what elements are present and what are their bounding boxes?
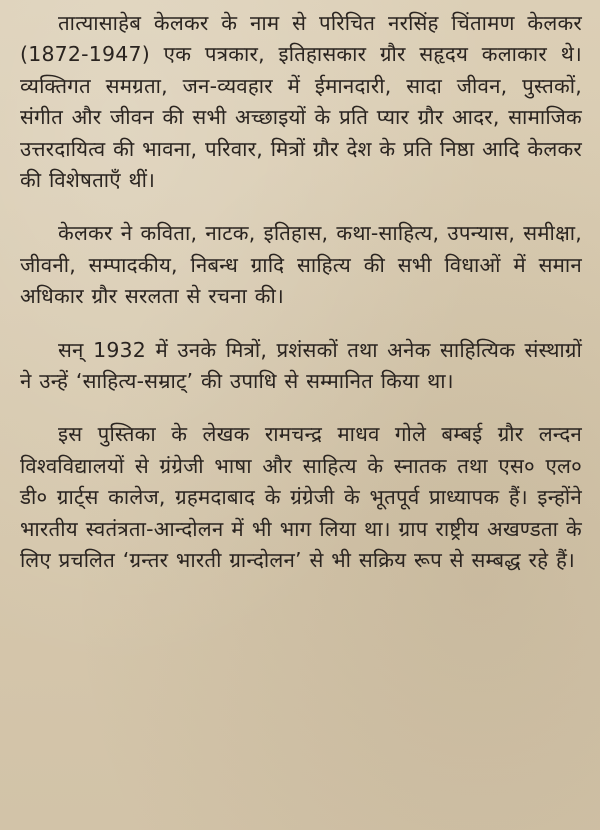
paragraph-3: सन् 1932 में उनके मित्रों, प्रशंसकों तथा अनेक साहित्यिक संस्थाग्रों ने उन्हें ‘साहित्य-सम्राट्’ की उपाधि से सम्मानित किया था। [20,337,582,394]
paragraph-1: तात्यासाहेब केलकर के नाम से परिचित नरसिंह चिंतामण केलकर (1872-1947) एक पत्रकार, इतिहासकार ग्रौर सहृदय कलाकार थे। व्यक्तिगत समग्रता, जन-व्यवहार में ईमानदारी, सादा जीवन, पुस्तकों, संगीत और जीवन की सभी अच्छाइयों के प्रति प्यार ग्रौर आदर, सामाजिक उत्तरदायित्व की भावना, परिवार, मित्रों ग्रौर देश के प्रति निष्ठा आदि केलकर की विशेषताएँ थीं। [20,11,582,193]
paragraph-4: इस पुस्तिका के लेखक रामचन्द्र माधव गोले बम्बई ग्रौर लन्दन विश्वविद्यालयों से ग्रंग्रेजी भाषा और साहित्य के स्नातक तथा एस० एल० डी० ग्रार्ट्स कालेज, ग्रहमदाबाद के ग्रंग्रेजी के भूतपूर्व प्राध्यापक हैं। इन्होंने भारतीय स्वतंत्रता-आन्दोलन में भी भाग लिया था। ग्राप राष्ट्रीय अखण्डता के लिए प्रचलित ‘ग्रन्तर भारती ग्रान्दोलन’ से भी सक्रिय रूप से सम्बद्ध रहे हैं। [20,422,582,573]
paragraph-2: केलकर ने कविता, नाटक, इतिहास, कथा-साहित्य, उपन्यास, समीक्षा, जीवनी, सम्पादकीय, निबन्ध ग्रादि साहित्य की सभी विधाओं में समान अधिकार ग्रौर सरलता से रचना की। [20,221,582,309]
